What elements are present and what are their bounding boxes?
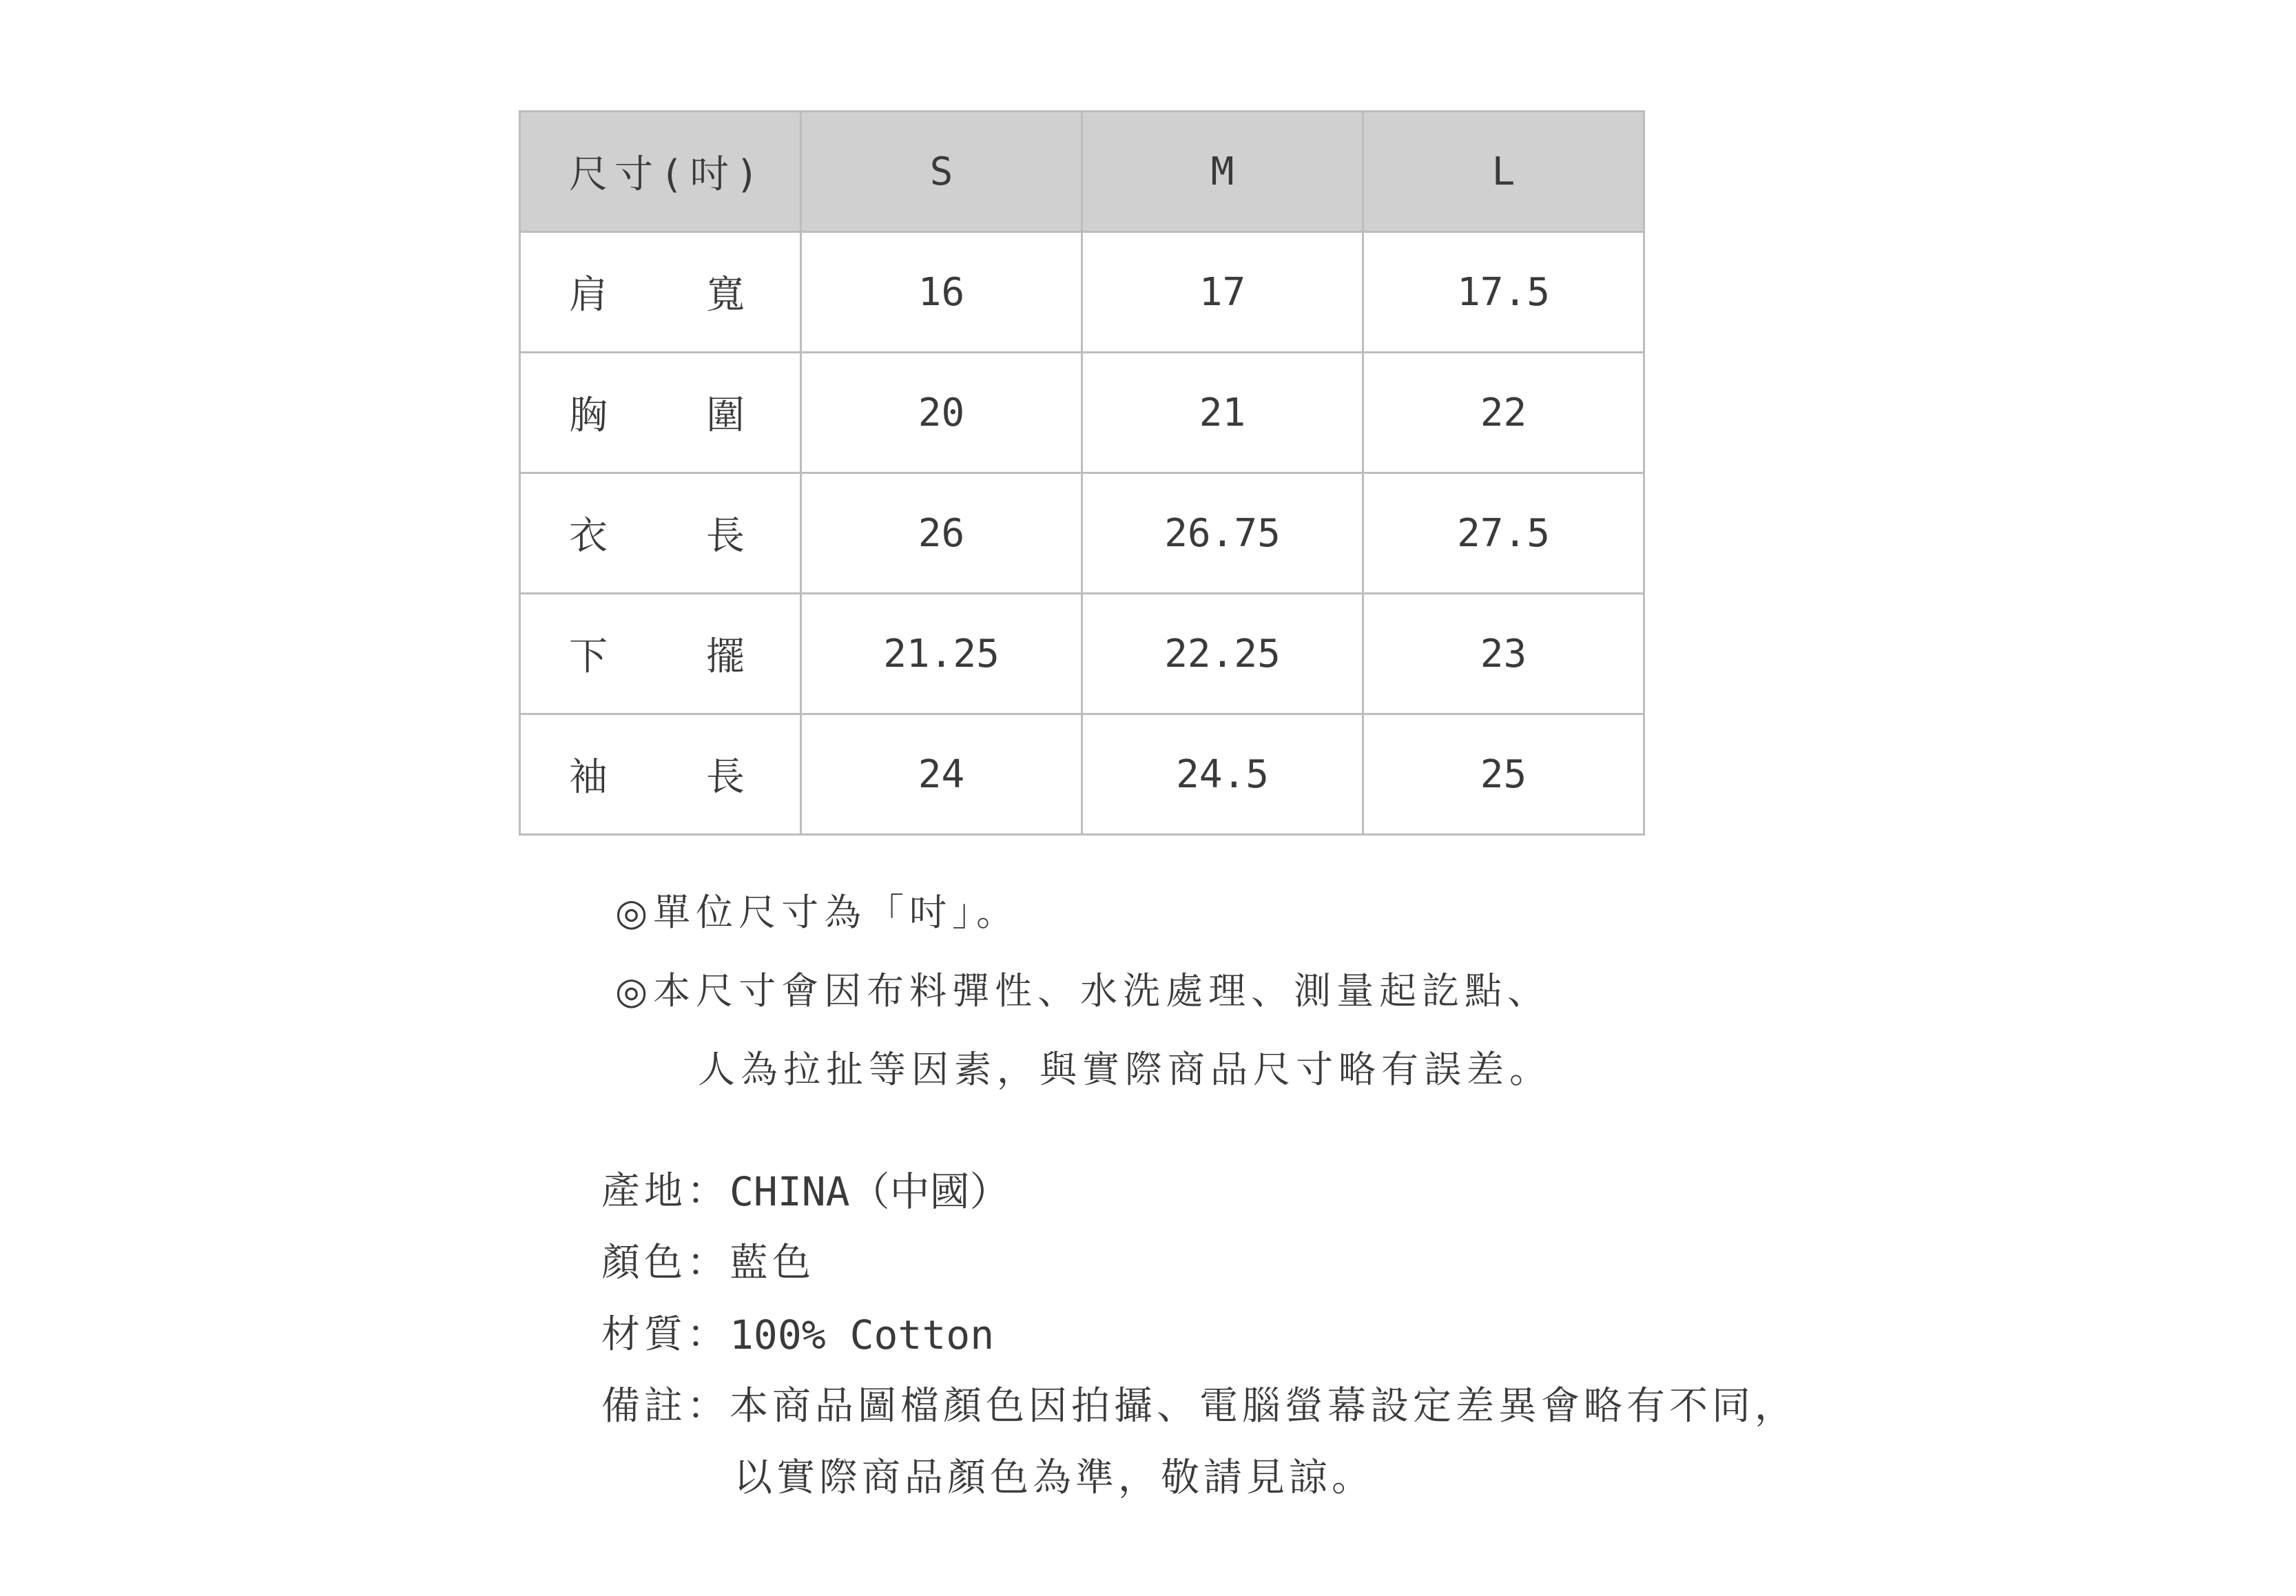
table-cell: 17 (1082, 232, 1363, 353)
header-size-l: L (1363, 112, 1644, 232)
row-label-char: 袖 (569, 755, 608, 800)
origin-label: 產地： (601, 1169, 730, 1214)
size-notes (615, 889, 1552, 1124)
table-row-sleeve (520, 714, 1644, 835)
table-cell: 24 (801, 714, 1082, 835)
color-value: 藍色 (730, 1241, 815, 1285)
row-label-char: 肩 (569, 273, 608, 318)
row-label (520, 353, 801, 473)
info-remark-continued (601, 1451, 1797, 1522)
table-cell: 20 (801, 353, 1082, 473)
header-size-s: S (801, 112, 1082, 232)
note-variance-continued: 人為拉扯等因素，與實際商品尺寸略有誤差。 (698, 1048, 1552, 1091)
size-chart-table (519, 110, 1645, 836)
row-label-char: 長 (706, 514, 745, 559)
row-label-char: 圍 (706, 393, 745, 438)
note-variance: ◎本尺寸會因布料彈性、水洗處理、測量起訖點、 (615, 969, 1551, 1013)
table-cell: 16 (801, 232, 1082, 353)
header-size-unit: 尺寸(吋) (520, 112, 801, 232)
info-color (601, 1236, 1797, 1307)
note-unit: ◎單位尺寸為「吋」。 (615, 891, 1020, 934)
material-label: 材質： (601, 1312, 730, 1357)
table-cell: 21 (1082, 353, 1363, 473)
table-row-shoulder (520, 232, 1644, 353)
row-label-char: 長 (706, 755, 745, 800)
table-cell: 23 (1363, 594, 1644, 714)
table-cell: 24.5 (1082, 714, 1363, 835)
table-cell: 26 (801, 473, 1082, 594)
row-label-char: 衣 (569, 514, 608, 559)
table-cell: 25 (1363, 714, 1644, 835)
table-cell: 26.75 (1082, 473, 1363, 594)
table-cell: 22.25 (1082, 594, 1363, 714)
info-remark (601, 1379, 1797, 1451)
remark-value: 本商品圖檔顏色因拍攝、電腦螢幕設定差異會略有不同， (730, 1384, 1797, 1429)
header-size-m: M (1082, 112, 1363, 232)
row-label-char: 寬 (706, 273, 745, 318)
table-header-row (520, 112, 1644, 232)
remark-value-continued: 以實際商品顏色為準，敬請見諒。 (734, 1455, 1374, 1500)
info-material (601, 1307, 1797, 1379)
product-info (601, 1164, 1797, 1522)
row-label (520, 232, 801, 353)
row-label (520, 594, 801, 714)
table-row-length (520, 473, 1644, 594)
table-cell: 21.25 (801, 594, 1082, 714)
row-label-char: 胸 (569, 393, 608, 438)
material-value: 100% Cotton (730, 1312, 995, 1358)
remark-label: 備註： (601, 1384, 730, 1429)
table-cell: 27.5 (1363, 473, 1644, 594)
row-label-char: 下 (569, 634, 608, 679)
info-origin (601, 1164, 1797, 1236)
table-row-chest (520, 353, 1644, 473)
row-label-char: 擺 (706, 634, 745, 679)
row-label (520, 714, 801, 835)
table-cell: 22 (1363, 353, 1644, 473)
table-row-hem (520, 594, 1644, 714)
row-label (520, 473, 801, 594)
color-label: 顏色： (601, 1241, 730, 1285)
table-cell: 17.5 (1363, 232, 1644, 353)
origin-value: CHINA（中國） (730, 1168, 1010, 1215)
